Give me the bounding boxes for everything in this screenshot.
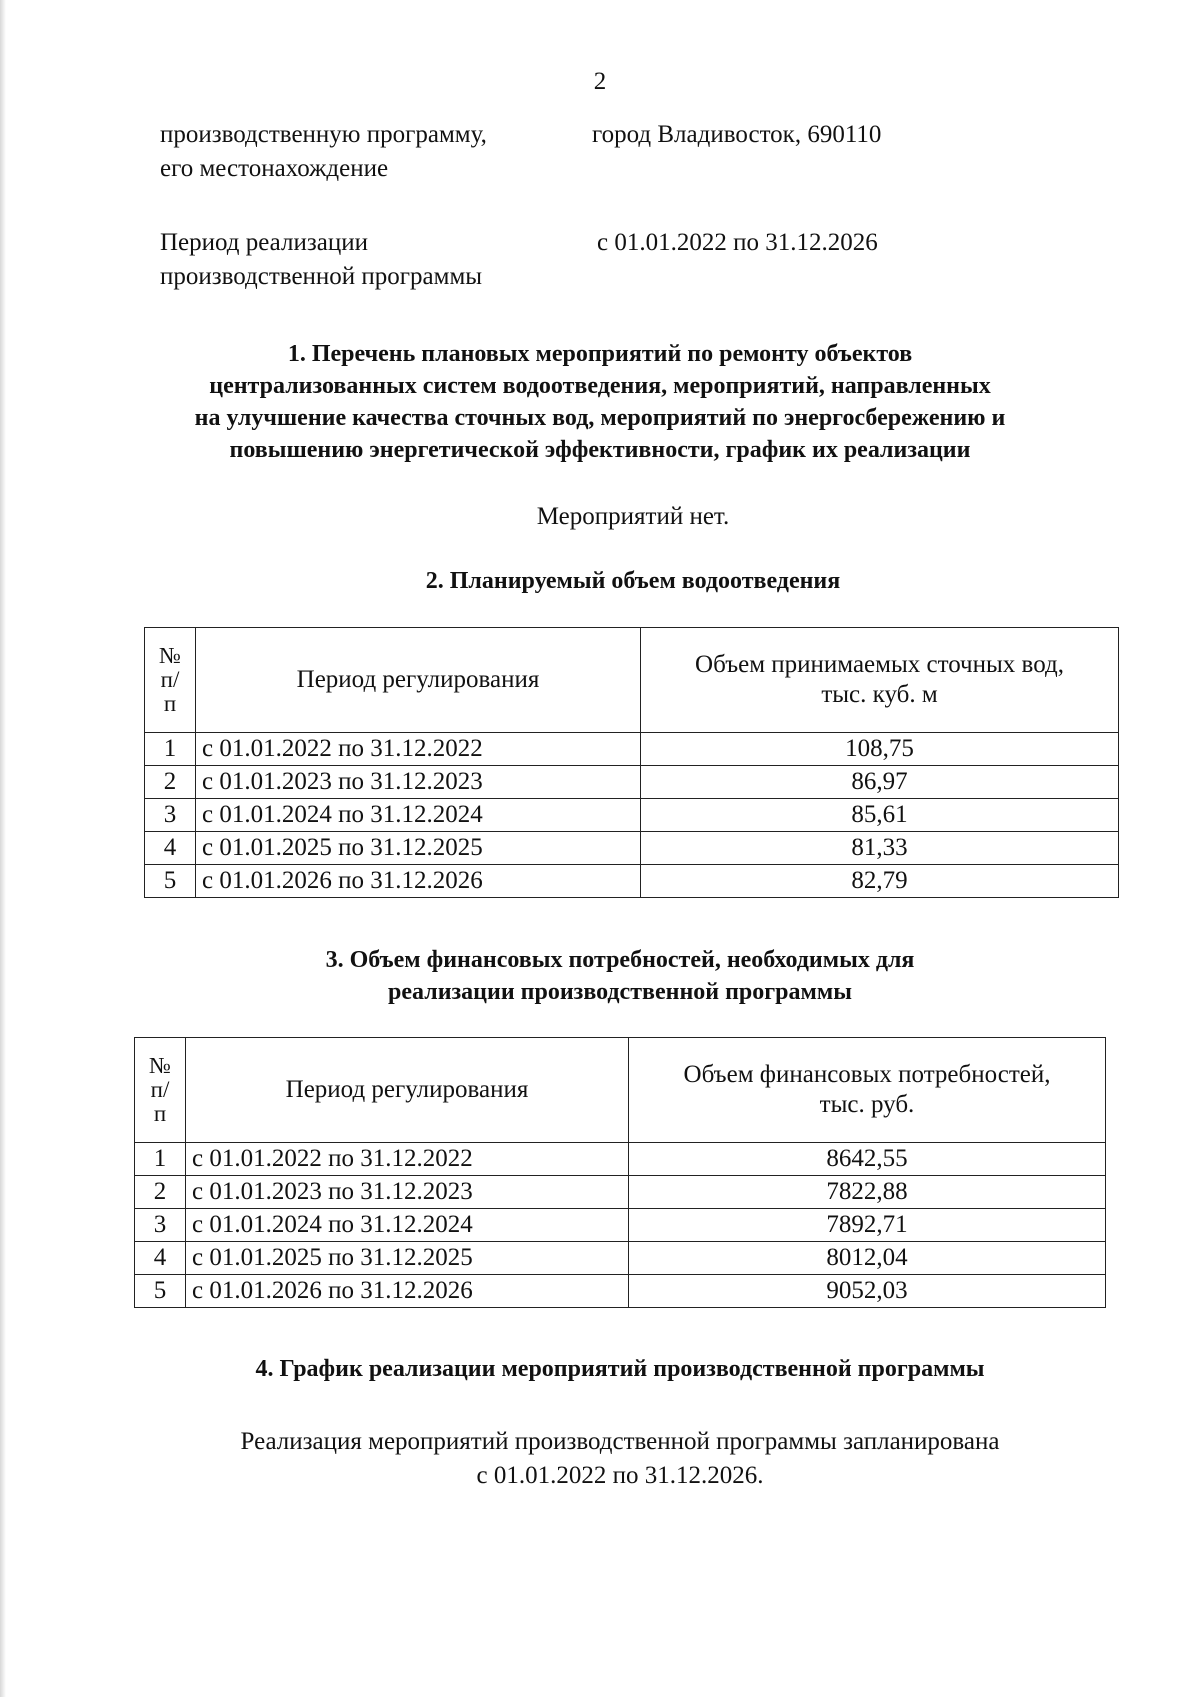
row-value: 86,97: [641, 766, 1119, 799]
title-line: 1. Перечень плановых мероприятий по ремонту объектов: [287, 341, 913, 367]
section-1-text: Мероприятий нет.: [536, 503, 730, 530]
row-value: 108,75: [641, 733, 1119, 766]
title-line: повышению энергетической эффективности, график их реализации: [229, 437, 971, 463]
table-row: [145, 799, 1119, 832]
header-num: № п/ п: [135, 1038, 186, 1143]
row-value: 8012,04: [629, 1242, 1106, 1275]
row-num: 5: [145, 865, 196, 898]
row-num: 1: [135, 1143, 186, 1176]
table-row: [135, 1242, 1106, 1275]
table-header-row: [145, 628, 1119, 733]
row-num: 3: [145, 799, 196, 832]
header-value: Объем финансовых потребностей, тыс. руб.: [629, 1038, 1106, 1143]
header-value: Объем принимаемых сточных вод, тыс. куб. м: [641, 628, 1119, 733]
row-value: 81,33: [641, 832, 1119, 865]
row-value: 7892,71: [629, 1209, 1106, 1242]
title-line: реализации производственной программы: [388, 979, 852, 1005]
info-label-line: производственную программу,: [160, 121, 487, 148]
table-header-row: [135, 1038, 1106, 1143]
row-period: с 01.01.2023 по 31.12.2023: [196, 766, 641, 799]
header-num: № п/ п: [145, 628, 196, 733]
row-period: с 01.01.2025 по 31.12.2025: [196, 832, 641, 865]
text-line: Реализация мероприятий производственной программы запланирована: [240, 1428, 1000, 1455]
table-row: [145, 832, 1119, 865]
info-label-line: производственной программы: [160, 263, 483, 290]
row-num: 2: [135, 1176, 186, 1209]
title-line: централизованных систем водоотведения, мероприятий, направленных: [209, 373, 991, 399]
financial-needs-table: [134, 1037, 1106, 1308]
info-value: с 01.01.2022 по 31.12.2026: [597, 229, 878, 256]
row-num: 1: [145, 733, 196, 766]
section-4-text: [20, 1425, 1200, 1493]
info-label-line: Период реализации: [160, 229, 368, 256]
row-num: 4: [145, 832, 196, 865]
table-row: [145, 865, 1119, 898]
table-row: [145, 733, 1119, 766]
section-4-title: 4. График реализации мероприятий производственной программы: [255, 1356, 985, 1382]
table-row: [135, 1275, 1106, 1308]
table-row: [135, 1209, 1106, 1242]
row-period: с 01.01.2024 по 31.12.2024: [186, 1209, 629, 1242]
section-2-title: 2. Планируемый объем водоотведения: [425, 568, 841, 594]
scan-edge-shadow: [0, 0, 6, 1697]
row-value: 82,79: [641, 865, 1119, 898]
title-line: на улучшение качества сточных вод, мероприятий по энергосбережению и: [194, 405, 1006, 431]
row-period: с 01.01.2026 по 31.12.2026: [196, 865, 641, 898]
row-num: 3: [135, 1209, 186, 1242]
table-row: [135, 1143, 1106, 1176]
row-period: с 01.01.2022 по 31.12.2022: [196, 733, 641, 766]
row-num: 2: [145, 766, 196, 799]
row-period: с 01.01.2026 по 31.12.2026: [186, 1275, 629, 1308]
header-period: Период регулирования: [196, 628, 641, 733]
row-num: 5: [135, 1275, 186, 1308]
row-period: с 01.01.2022 по 31.12.2022: [186, 1143, 629, 1176]
text-line: с 01.01.2022 по 31.12.2026.: [476, 1462, 764, 1489]
section-1-title: [0, 338, 1200, 466]
wastewater-volume-table: [144, 627, 1119, 898]
row-value: 8642,55: [629, 1143, 1106, 1176]
title-line: 3. Объем финансовых потребностей, необходимых для: [325, 947, 915, 973]
row-value: 7822,88: [629, 1176, 1106, 1209]
table-row: [145, 766, 1119, 799]
info-label-line: его местонахождение: [160, 155, 389, 182]
page-number: 2: [593, 68, 607, 95]
row-value: 9052,03: [629, 1275, 1106, 1308]
section-3-title: [20, 944, 1200, 1008]
row-value: 85,61: [641, 799, 1119, 832]
row-period: с 01.01.2025 по 31.12.2025: [186, 1242, 629, 1275]
info-value: город Владивосток, 690110: [592, 121, 882, 148]
row-period: с 01.01.2024 по 31.12.2024: [196, 799, 641, 832]
row-period: с 01.01.2023 по 31.12.2023: [186, 1176, 629, 1209]
row-num: 4: [135, 1242, 186, 1275]
header-period: Период регулирования: [186, 1038, 629, 1143]
table-row: [135, 1176, 1106, 1209]
